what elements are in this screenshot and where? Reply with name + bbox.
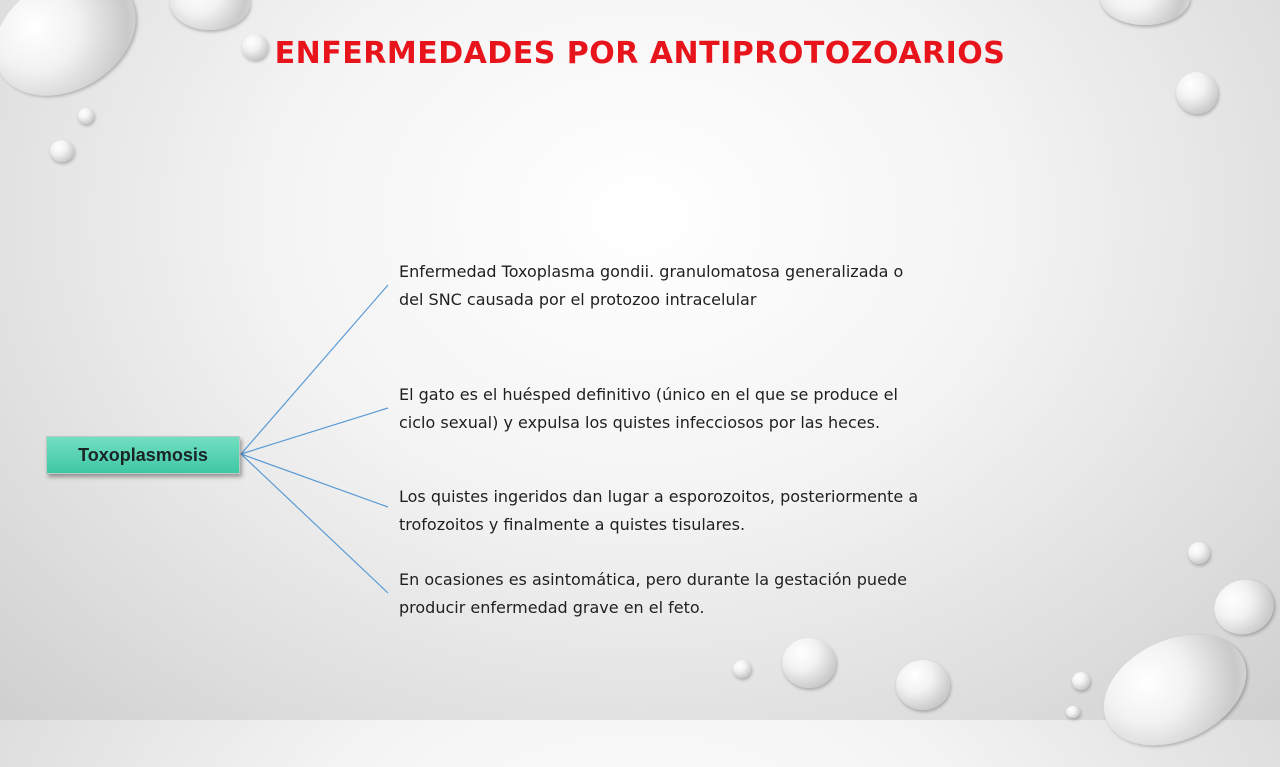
branch-node-2 bbox=[399, 381, 1039, 437]
branch-node-2-line-2: ciclo sexual) y expulsa los quistes infecciosos por las heces. bbox=[399, 413, 881, 432]
connector-line-4 bbox=[241, 454, 388, 593]
branch-node-3-line-1: Los quistes ingeridos dan lugar a esporozoitos, posteriormente a bbox=[399, 487, 919, 506]
connector-line-2 bbox=[241, 408, 388, 454]
branch-node-2-line-1: El gato es el huésped definitivo (único en el que se produce el bbox=[399, 385, 898, 404]
branch-node-4-line-2: producir enfermedad grave en el feto. bbox=[399, 598, 705, 617]
root-node-label: Toxoplasmosis bbox=[78, 444, 208, 465]
branch-node-3 bbox=[399, 483, 1039, 539]
root-node-toxoplasmosis bbox=[46, 436, 240, 474]
branch-node-1-line-1: Enfermedad Toxoplasma gondii. granulomatosa generalizada o bbox=[399, 262, 904, 281]
connector-line-3 bbox=[241, 454, 388, 507]
connector-line-1 bbox=[241, 285, 388, 454]
branch-node-3-line-2: trofozoitos y finalmente a quistes tisulares. bbox=[399, 515, 746, 534]
branch-node-4-line-1: En ocasiones es asintomática, pero durante la gestación puede bbox=[399, 570, 907, 589]
branch-node-1-line-2: del SNC causada por el protozoo intracelular bbox=[399, 290, 757, 309]
slide-title: ENFERMEDADES POR ANTIPROTOZOARIOS bbox=[274, 36, 1006, 71]
branch-node-1 bbox=[399, 258, 1039, 314]
branch-node-4 bbox=[399, 566, 1039, 622]
